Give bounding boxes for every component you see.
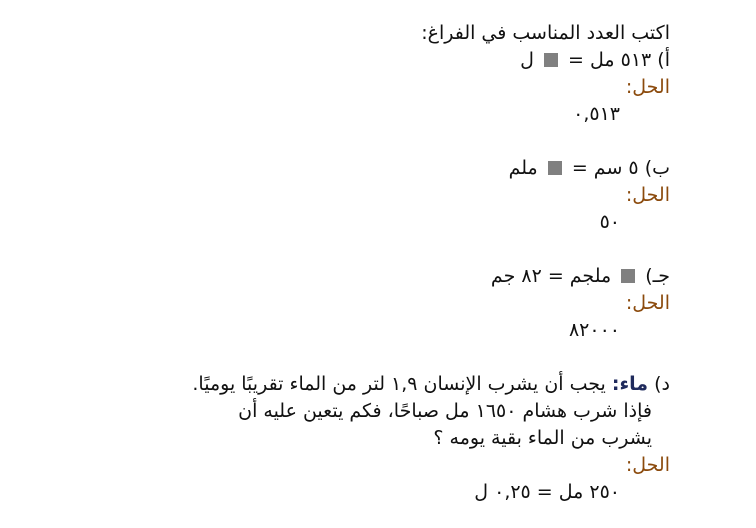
problem-d-solution-label: الحل: [625, 454, 670, 476]
instruction: اكتب العدد المناسب في الفراغ: [421, 22, 670, 44]
item-c-after: ملجم = ٨٢ جم [490, 265, 612, 287]
item-b-answer: ٥٠ [599, 211, 620, 233]
item-b-letter: ب) [644, 157, 670, 179]
item-a-solution-label: الحل: [625, 76, 670, 98]
item-b-question [70, 155, 670, 182]
item-c-solution-label: الحل: [625, 292, 670, 314]
item-a-question [70, 47, 670, 74]
item-a-after: ل [520, 49, 534, 71]
problem-d-letter: د) [654, 373, 670, 395]
item-b-before: ٥ سم = [571, 157, 639, 179]
problem-d-line2: فإذا شرب هشام ١٦٥٠ مل صباحًا، فكم يتعين عليه أن [238, 400, 652, 422]
problem-d-line3: يشرب من الماء بقية يومه ؟ [433, 427, 652, 449]
blank-square-icon [548, 161, 562, 175]
item-a-answer: ٠,٥١٣ [573, 103, 620, 125]
item-a-letter: أ) [657, 49, 670, 71]
item-a-before: ٥١٣ مل = [568, 49, 652, 71]
problem-d-answer: ٢٥٠ مل = ٠,٢٥ ل [474, 481, 620, 503]
blank-square-icon [621, 269, 635, 283]
item-b-after: ملم [508, 157, 538, 179]
problem-d-keyword: ماء: [611, 373, 649, 395]
item-c-answer: ٨٢٠٠٠ [568, 319, 620, 341]
problem-d-text1: يجب أن يشرب الإنسان ١,٩ لتر من الماء تقريبًا يوميًا. [192, 373, 606, 395]
problem-d-line1 [70, 371, 670, 398]
item-c-question [70, 263, 670, 290]
item-b-solution-label: الحل: [625, 184, 670, 206]
item-c-letter: جـ) [645, 265, 670, 287]
worksheet [70, 20, 670, 506]
blank-square-icon [544, 53, 558, 67]
